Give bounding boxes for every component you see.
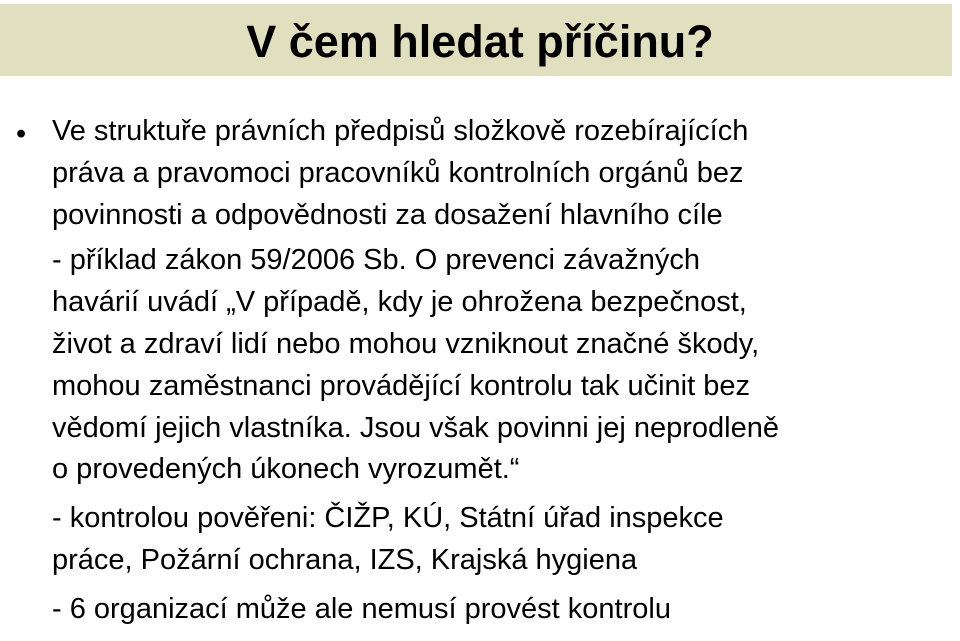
body-line: - příklad zákon 59/2006 Sb. O prevenci závažných xyxy=(52,244,701,277)
body-line: život a zdraví lidí nebo mohou vzniknout značné škody, xyxy=(52,327,760,360)
body-line: o provedených úkonech vyrozumět.“ xyxy=(52,453,520,486)
slide-title: V čem hledat příčinu? xyxy=(246,16,714,67)
bullet-marker: • xyxy=(16,118,27,150)
body-line: havárií uvádí „V případě, kdy je ohrožena bezpečnost, xyxy=(52,286,747,319)
body-line: vědomí jejich vlastníka. Jsou však povinni jej neprodleně xyxy=(52,411,780,444)
body-line: - kontrolou pověřeni: ČIŽP, KÚ, Státní úřad inspekce xyxy=(52,502,724,535)
body-line: práce, Požární ochrana, IZS, Krajská hygiena xyxy=(52,543,638,576)
body-line: povinnosti a odpovědnosti za dosažení hlavního cíle xyxy=(52,198,723,231)
body-line: - 6 organizací může ale nemusí provést kontrolu xyxy=(52,592,671,625)
body-line: Ve struktuře právních předpisů složkově rozebírajících xyxy=(52,115,749,147)
body-line: mohou zaměstnanci provádějící kontrolu tak učinit bez xyxy=(52,369,750,402)
body-line: práva a pravomoci pracovníků kontrolních orgánů bez xyxy=(52,156,744,189)
slide-body xyxy=(52,111,952,631)
